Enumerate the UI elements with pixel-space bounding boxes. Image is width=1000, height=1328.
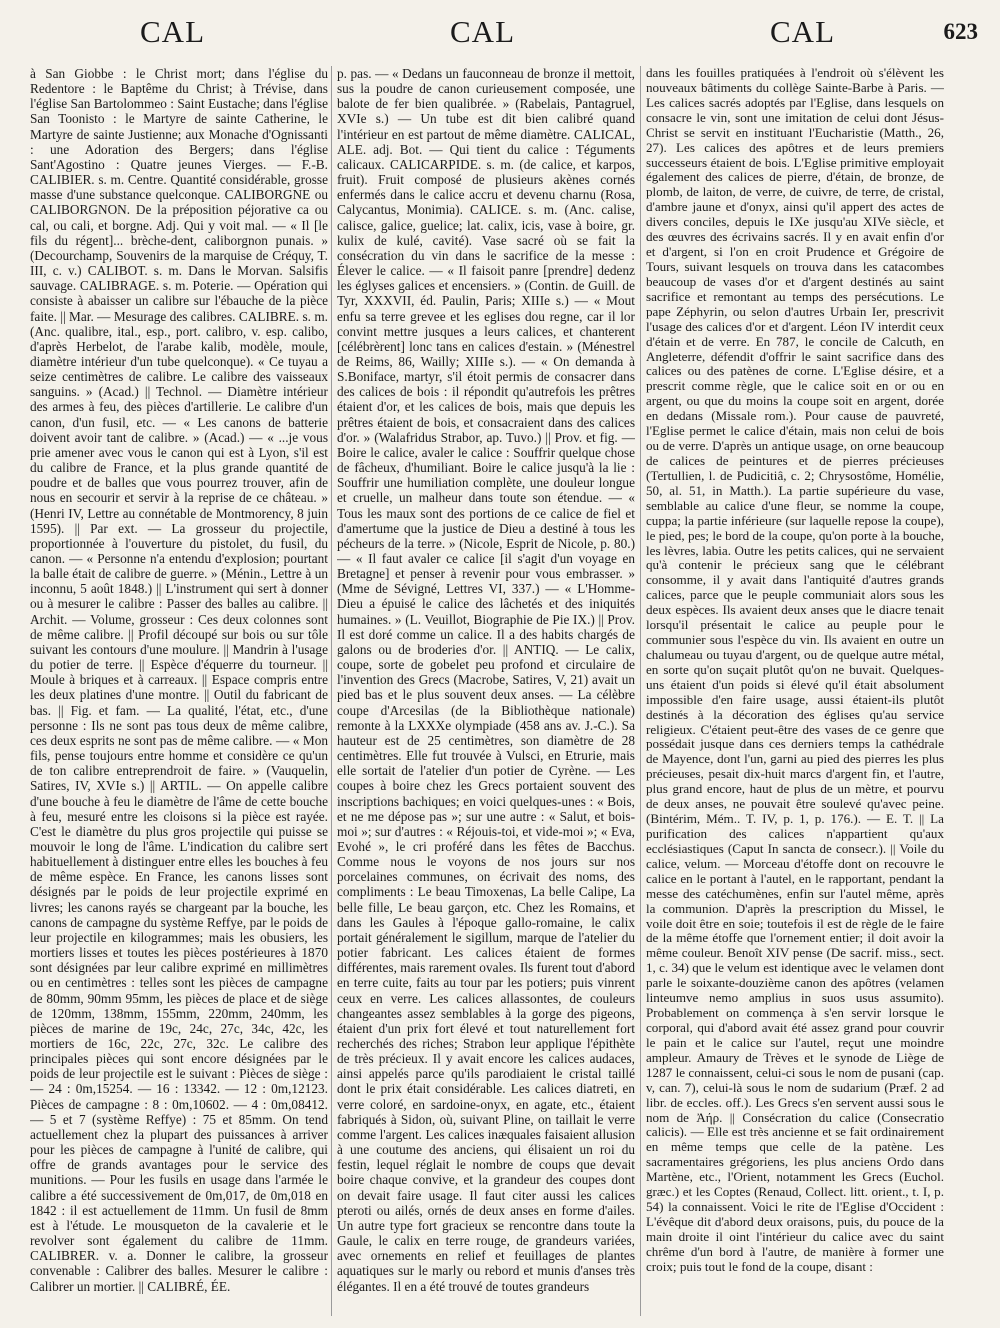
column-divider	[331, 66, 332, 1316]
header-center-word: CAL	[450, 14, 515, 49]
text-column-left	[30, 66, 328, 1316]
header-left-word: CAL	[140, 14, 205, 49]
column-text: dans les fouilles pratiquées à l'endroit où s'élèvent les nouveaux bâtiments du collège Sainte-Barbe à Paris. — Les calices sacrés adoptés par l'Eglise, dans lesquels on consacre le vin, sont une imitation de celui dont Jésus-Christ se servit en instituant l'Eucharistie (Matth., 26, 27). Les calices des apôtres et de leurs premiers successeurs étaient de bois. L'Eglise primitive employait également des calices de pierre, d'étain, de bronze, de plomb, de laiton, de verre, de cuivre, de terre, de cristal, d'ambre jaune et d'onyx, ainsi qu'il appert des actes de divers conciles, depuis le IXe jusqu'au XIVe siècle, et des œuvres des écrivains sacrés. Il y en avait enfin d'or et d'argent, si l'on en croit Prudence et Grégoire de Tours, suivant lesquels on trouva dans les catacombes beaucoup de vases d'or et d'argent destinés au saint sacrifice et remontant au temps des persécutions. Le pape Zéphyrin, ou selon d'autres Urbain Ier, prescrivit l'usage des calices d'or et d'argent. Léon IV interdit ceux d'étain et de verre. En 787, le concile de Calcuth, en Angleterre, défendit d'offrir le saint sacrifice dans des calices ou des patènes de corne. L'Eglise désire, et a prescrit comme règle, que le calice soit en or ou en argent, ou que du moins la coupe soit en argent, dorée en dedans (Missale rom.). Pour cause de pauvreté, l'Eglise permet le calice d'étain, mais non celui de bois ou de verre. D'après un antique usage, on orne beaucoup de calices de peintures et de pierres précieuses (Tertullien, l. de Pudicitiâ, c. 2; Chrysostôme, Homélie, 50, al. 51, in Matth.). La partie supérieure du vase, semblable au calice d'une fleur, se nomme la coupe, cuppa; la partie inférieure (sur laquelle repose la coupe), le pied, pes; le bord de la coupe, qu'on porte à la bouche, les lèvres, labia. Outre les petits calices, qui ne servaient qu'à contenir le précieux sang que le célébrant consomme, il y avait dans l'antiquité d'autres grands calices, parce que le peuple communiait alors sous les deux espèces. Ils avaient deux anses que le diacre tenait lorsqu'il présentait le calice au peuple pour le communier sous l'espèce du vin. Ils avaient en outre un chalumeau ou tuyau d'argent, ou de quelque autre métal, en sorte qu'on suçait plutôt qu'on ne buvait. Quelques-uns étaient d'un poids si élevé qu'il était absolument impossible d'en faire usage, aussi étaient-ils plutôt destinés à la décoration des églises qu'au service religieux. C'étaient peut-être des vases de ce genre que possédait jusque dans ces derniers temps la cathédrale de Mayence, dont l'un, garni au pied des pierres les plus précieuses, pesait dix-huit marcs d'argent fin, et l'autre, plus grand encore, haut de plus de un mètre, et pourvu de deux anses, ne pouvait être soulevé qu'avec peine. (Bintérim, Mém.. T. IV, p. 1, p. 176.). — E. T. || La purification des calices n'appartient qu'aux ecclésiastiques (Caput In sancta de consecr.). || Voile du calice, velum. — Morceau d'étoffe dont on recouvre le calice en le portant à l'autel, en le rapportant, pendant la messe des catéchumènes, enfin sur l'autel même, après la communion. D'après la prescription du Missel, le voile doit être en soie; toutefois il est de règle de le faire de la même étoffe que l'ornement entier; il doit avoir la même couleur. Benoît XIV pense (De sacrif. miss., sect. 1, c. 34) que le velum est identique avec le velamen dont parle le soixante-douzième canon des apôtres (velamen linteumve nemo amplius in suos usus assumito). Probablement on commença à s'en servir lorsque le corporal, qui d'abord avait été assez grand pour couvrir le pain et le calice sur l'autel, reçut une moindre ampleur. Amaury de Trèves et le synode de Liège de 1287 le connaissent, celui-ci sous le nom de pusani (cap. v, can. 7), celui-là sous le nom de sudarium (Præf. 2 ad libr. de eccles. off.). Les Grecs s'en servent aussi sous le nom de Ἀήρ. || Consécration du calice (Consecratio calicis). — Elle est très ancienne et se fait ordinairement en même temps que celle de la patène. Les sacramentaires grégoriens, les plus anciens Ordo dans Martène, etc., l'Orient, notamment les Grecs (Euchol. græc.) et les Coptes (Renaud, Collect. litt. orient., t. I, p. 54) la connaissent. Voici le rite de l'Eglise d'Occident : L'évêque dit d'abord deux oraisons, puis, du pouce de la main droite il oint l'intérieur du calice avec du saint chrême d'un bord à l'autre, de manière à former une croix; puis tout le fond de la coupe, disant :	[646, 66, 944, 1274]
text-column-middle	[337, 66, 635, 1316]
column-text: p. pas. — « Dedans un fauconneau de bronze il mettoit, sus la poudre de canon curieusement composée, une balote de fer bien qualibrée. » (Rabelais, Pantagruel, XVIe s.) — Un tube est dit bien calibré quand l'intérieur en est partout de même diamètre. CALICAL, ALE. adj. Bot. — Qui tient du calice : Téguments calicaux. CALICARPIDE. s. m. (de calice, et karpos, fruit). Fruit composé de plusieurs akènes cornés enfermés dans le calice accru et devenu charnu (Rosa, Calycantus, Monimia). CALICE. s. m. (Anc. calise, calisce, galice, guelice; lat. calix, icis, vase à boire, gr. kulix de kulé, cavité). Vase sacré où se fait la consécration du vin dans le sacrifice de la messe : Élever le calice. — « Il faisoit panre [prendre] dedenz les églyses galices et encensiers. » (Contin. de Guill. de Tyr, XXXVII, éd. Paulin, Paris; XIIIe s.) — « Mout enfu sa terre grevee et les eglises dou regne, car il lor convint mettre jusques a leurs calices, et chanterent [célébrèrent] lonc tans en calices d'estain. » (Ménestrel de Reims, 86, Wailly; XIIIe s.). — « On demanda à S.Boniface, martyr, s'il étoit permis de consacrer dans des calices de bois : il répondit qu'autrefois les prêtres étaient d'or, et les calices de bois, mais que depuis les prêtres étaient de bois, et consacraient dans des calices d'or. » (Walafridus Strabor, ap. Tuvo.) || Prov. et fig. — Boire le calice, avaler le calice : Souffrir quelque chose de fâcheux, d'humiliant. Boire le calice jusqu'à la lie : Souffrir une humiliation complète, une douleur longue et cruelle, un malheur dans toute son étendue. — « Tous les maux sont des portions de ce calice de fiel et d'amertume que la justice de Dieu a destiné à tous les pécheurs de la terre. » (Nicole, Esprit de Nicole, p. 80.) — « Il faut avaler ce calice [il s'agit d'un voyage en Bretagne] et penser à revenir pour vous embrasser. » (Mme de Sévigné, Lettres VI, 337.) — « L'Homme-Dieu a épuisé le calice des lâchetés et des iniquités humaines. » (L. Veuillot, Biographie de Pie IX.) || Prov. Il est doré comme un calice. Il a des habits chargés de galons ou de broderies d'or. || ANTIQ. — Le calix, coupe, sorte de gobelet peu profond et circulaire de l'invention des Grecs (Macrobe, Satires, V, 21) avait un pied bas et le plus souvent deux anses. — La célèbre coupe d'Arcesilas (de la Bibliothèque nationale) remonte à la LXXXe olympiade (458 ans av. J.-C.). Sa hauteur est de 25 centimètres, son diamètre de 28 centimètres. Elle fut trouvée à Vulsci, en Etrurie, mais elle sortait de l'atelier d'un potier de Cyrène. — Les coupes à boire chez les Grecs portaient souvent des inscriptions bachiques; en voici quelques-unes : « Bois, et ne me dépose pas »; sur une autre : « Salut, et bois-moi »; sur d'autres : « Réjouis-toi, et vide-moi »; « Eva, Evohé », le cri proféré dans les fêtes de Bacchus. Comme nous le voyons de nos jours sur nos porcelaines communes, on écrivait des noms, des compliments : Le beau Timoxenas, La belle Calipe, La belle fille, Le beau garçon, etc. Chez les Romains, et dans les Gaules à l'époque gallo-romaine, le calix portait généralement le sigillum, marque de l'atelier du potier fabricant. Les calices étaient de formes différentes, mais rarement ovales. Ils furent tout d'abord en terre cuite, faits au tour par les potiers; puis vinrent ceux en verre. Les calices allassontes, de couleurs changeantes assez semblables à la gorge des pigeons, étaient d'un prix fort élevé et tout naturellement fort recherchés des riches; Strabon leur applique l'épithète de très précieux. Il y avait encore les calices audaces, ainsi appelés parce qu'ils parodiaient le cristal taillé dont le prix était considérable. Les calices diatreti, en verre coloré, en sardoine-onyx, en agate, etc., étaient fabriqués à Sidon, où, suivant Pline, on taillait le verre comme l'argent. Les calices inæquales faisaient allusion à une coutume des anciens, qui élisaient un roi du festin, lequel réglait le nombre de coups que devait boire chaque convive, et la grandeur des coupes dont on devait faire usage. Il faut citer aussi les calices pteroti ou ailés, ornés de deux anses en forme d'ailes. Un autre type fort gracieux se rencontre dans toute la Gaule, le calix en terre rouge, de grandeurs variées, avec ornements en relief et feuillages de plantes aquatiques sur le marly ou rebord et munis d'anses très élégantes. Il en a été trouvé de toutes grandeurs	[337, 66, 635, 1294]
header-right-word: CAL	[770, 14, 835, 49]
column-text: à San Giobbe : le Christ mort; dans l'église du Redentore : le Baptême du Christ; à Trévise, dans l'église San Bartolommeo : Saint Eustache; dans l'église San Toonisto : le Martyre de sainte Catherine, le Martyre de sainte Justienne; aux Monache d'Ognissanti : une Adoration des Bergers; dans l'église Sant'Agostino : Quatre jeunes Vierges. — F.-B. CALIBIER. s. m. Centre. Quantité considérable, grosse masse d'une substance quelconque. CALIBORGNE ou CALIBORGNON. De la préposition péjorative ca ou cal, ou cali, et borgne. Adj. Qui y voit mal. — « Il [le fils du régent]... brèche-dent, caliborgnon punais. » (Decourchamp, Souvenirs de la marquise de Créquy, T. III, c. v.) CALIBOT. s. m. Dans le Morvan. Salsifis sauvage. CALIBRAGE. s. m. Poterie. — Opération qui consiste à abaisser un calibre sur l'ébauche de la pièce faite. || Mar. — Mesurage des calibres. CALIBRE. s. m. (Anc. qualibre, ital., esp., port. calibro, v. esp. calibo, d'après Herbelot, de l'arabe kalib, modèle, moule, diamètre intérieur d'un tube quelconque). « Ce tuyau a seize centimètres de calibre. Le calibre des vaisseaux sanguins. » (Acad.) || Technol. — Diamètre intérieur des armes à feu, des pièces d'artillerie. Le calibre d'un canon, d'un fusil, etc. — « Les canons de batterie doivent avoir tant de calibre. » (Acad.) — « ...je vous prie amener avec vous le canon qui est à Lyon, s'il est du calibre de France, et la plus grande quantité de poudre et de balles que vous pourrez trouver, afin de nous en secourir et servir à la reprise de ce château. » (Henri IV, Lettre au connétable de Montmorency, 8 juin 1595). || Par ext. — La grosseur du projectile, proportionnée à l'ouverture du pistolet, du fusil, du canon. — « Personne n'a entendu d'explosion; pourtant la balle était de calibre de guerre. » (Ménin., Lettre à un inconnu, 5 août 1848.) || L'instrument qui sert à donner ou à mesurer le calibre : Passer des balles au calibre. || Archit. — Volume, grosseur : Ces deux colonnes sont de même calibre. || Profil découpé sur bois ou sur tôle suivant les contours d'une moulure. || Mandrin à l'usage du potier de terre. || Espèce d'équerre du tourneur. || Moule à briques et à carreaux. || Espace compris entre les deux platines d'une montre. || Outil du fabricant de bas. || Fig. et fam. — La qualité, l'état, etc., d'une personne : Ils ne sont pas tous deux de même calibre, ces deux esprits ne sont pas de même calibre. — « Mon fils, pense toujours entre homme et considère ce qu'un de ton calibre entreprendroit de faire. » (Vauquelin, Satires, IV, XVIe s.) || ARTIL. — On appelle calibre d'une bouche à feu le diamètre de l'âme de cette bouche à feu, mesuré entre les cloisons si la pièce est rayée. C'est le diamètre du plus gros projectile qui puisse se mouvoir le long de l'âme. L'indication du calibre sert habituellement à distinguer entre elles les bouches à feu de même espèce. En France, les canons lisses sont désignés par le poids de leur projectile exprimé en livres; les canons rayés se chargeant par la bouche, les canons de campagne du système Reffye, par le poids de leur projectile en kilogrammes; mais les obusiers, les mortiers lisses et toutes les pièces postérieures à 1870 sont désignées par leur calibre exprimé en millimètres ou en centimètres : telles sont les pièces de campagne de 80mm, 90mm 95mm, les pièces de place et de siège de 120mm, 138mm, 155mm, 220mm, 240mm, les pièces de marine de 19c, 24c, 27c, 34c, 42c, les mortiers de 16c, 22c, 27c, 32c. Le calibre des principales pièces qui sont encore désignées par le poids de leur projectile est le suivant : Pièces de siège : — 24 : 0m,15254. — 16 : 13342. — 12 : 0m,12123. Pièces de campagne : 8 : 0m,10602. — 4 : 0m,08412. — 5 et 7 (système Reffye) : 75 et 85mm. On tend actuellement chez la plupart des puissances à arriver pour les pièces de campagne à l'unité de calibre, qui offre de grands avantages pour le service des munitions. — Pour les fusils en usage dans l'armée le calibre a été successivement de 0m,017, de 0m,018 en 1842 : il est actuellement de 11mm. Un fusil de 8mm est à l'étude. Le mousqueton de la cavalerie et le revolver sont également du calibre de 11mm. CALIBRER. v. a. Donner le calibre, la grosseur convenable : Calibrer des balles. Mesurer le calibre : Calibrer un mortier. || CALIBRÉ, ÉE.	[30, 66, 328, 1294]
running-header	[0, 14, 1000, 54]
column-divider	[640, 66, 641, 1316]
page-number: 623	[943, 19, 978, 44]
text-column-right	[646, 66, 944, 1316]
